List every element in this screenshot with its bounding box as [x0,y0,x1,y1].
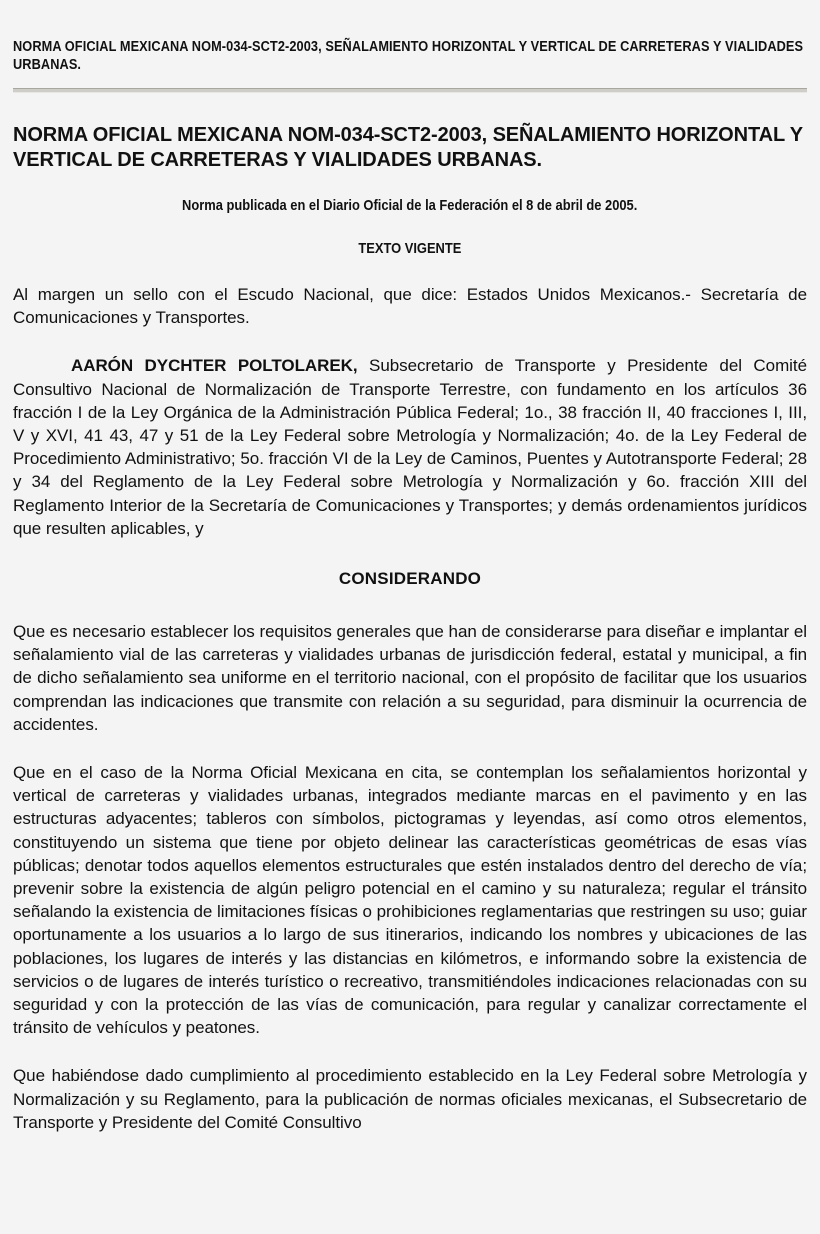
considerando-heading: CONSIDERANDO [338,569,482,589]
paragraph-legal-basis [13,354,807,540]
page-title: NORMA OFICIAL MEXICANA NOM-034-SCT2-2003, SEÑALAMIENTO HORIZONTAL Y VERTICAL DE CARRETERAS Y VIALIDADES URBANAS. [13,124,803,171]
signatory-name: AARÓN DYCHTER POLTOLAREK, [71,356,358,376]
status-badge-text: TEXTO VIGENTE [358,240,462,257]
publication-note-text: Norma publicada en el Diario Oficial de la Federación el 8 de abril de 2005. [182,197,638,214]
paragraph-considerando-1: Que es necesario establecer los requisitos generales que han de considerarse para diseñar e implantar el señalamiento vial de las carreteras y vialidades urbanas de jurisdicción federal, estatal y municipal, a fin de dicho señalamiento sea uniforme en el territorio nacional, con el propósito de facilitar que los usuarios comprendan las indicaciones que transmite con relación a su seguridad, para disminuir la ocurrencia de accidentes. [13,622,807,734]
header-divider [13,88,807,93]
paragraph-seal: Al margen un sello con el Escudo Nacional, que dice: Estados Unidos Mexicanos.- Secretaría de Comunicaciones y Transportes. [13,285,807,328]
publication-note [13,196,807,215]
legal-basis-text: Subsecretario de Transporte y Presidente del Comité Consultivo Nacional de Normalización de Transporte Terrestre, con fundamento en los artículos 36 fracción I de la Ley Orgánica de la Administración Pública Federal; 1o., 38 fracción II, 40 fracciones I, III, V y XVI, 41 43, 47 y 51 de la Ley Federal sobre Metrología y Normalización; 4o. de la Ley Federal de Procedimiento Administrativo; 5o. fracción VI de la Ley de Caminos, Puentes y Autotransporte Federal; 28 y 34 del Reglamento de la Ley Federal sobre Metrología y Normalización y 6o. fracción XIII del Reglamento Interior de la Secretaría de Comunicaciones y Transportes; y demás ordenamientos jurídicos que resulten aplicables, y [13,356,807,538]
paragraph-considerando-2: Que en el caso de la Norma Oficial Mexicana en cita, se contemplan los señalamientos horizontal y vertical de carreteras y vialidades urbanas, integrados mediante marcas en el pavimento y en las estructuras adyacentes; tableros con símbolos, pictogramas y leyendas, así como otros elementos, constituyendo un sistema que tiene por objeto delinear las características geométricas de esas vías públicas; denotar todos aquellos elementos estructurales que estén instalados dentro del derecho de vía; prevenir sobre la existencia de algún peligro potencial en el camino y su naturaleza; regular el tránsito señalando la existencia de limitaciones físicas o prohibiciones reglamentarias que restringen su uso; guiar oportunamente a los usuarios a lo largo de sus itinerarios, indicando los nombres y ubicaciones de las poblaciones, los lugares de interés y las distancias en kilómetros, e informando sobre la existencia de servicios o de lugares de interés turístico o recreativo, transmitiéndoles indicaciones relacionadas con su seguridad y con la protección de las vías de comunicación, para regular y canalizar correctamente el tránsito de vehículos y peatones. [13,763,807,1038]
status-badge [13,239,807,258]
running-header: NORMA OFICIAL MEXICANA NOM-034-SCT2-2003, SEÑALAMIENTO HORIZONTAL Y VERTICAL DE CARRETERAS Y VIALIDADES URBANAS. [13,39,804,73]
paragraph-considerando-3: Que habiéndose dado cumplimiento al procedimiento establecido en la Ley Federal sobre Metrología y Normalización y su Reglamento, para la publicación de normas oficiales mexicanas, el Subsecretario de Transporte y Presidente del Comité Consultivo [13,1066,807,1132]
